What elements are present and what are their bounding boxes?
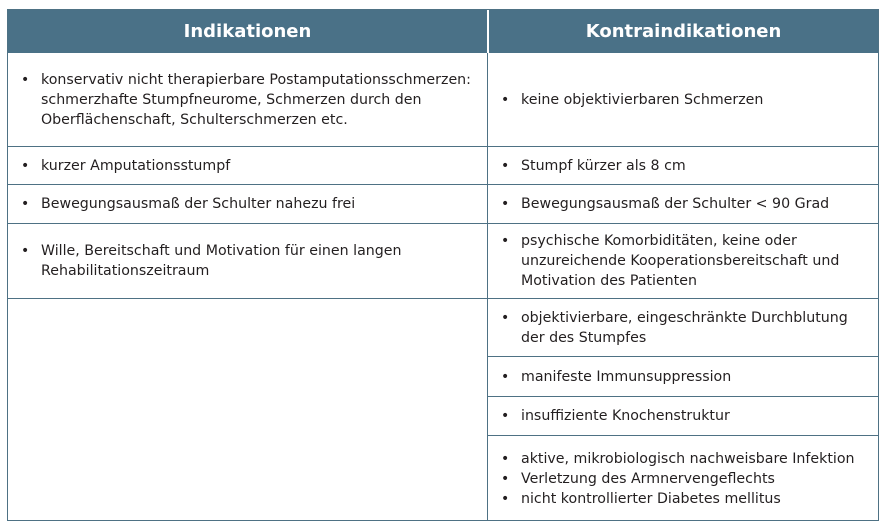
bullet-icon: • bbox=[501, 92, 510, 108]
bullet-icon: • bbox=[501, 233, 510, 249]
kontraindikation-item bbox=[501, 231, 870, 291]
header-kontraindikationen: Kontraindikationen bbox=[489, 10, 878, 53]
kontraindikation-item bbox=[501, 367, 870, 387]
bullet-icon: • bbox=[21, 243, 30, 259]
kontraindikation-text: Bewegungsausmaß der Schulter < 90 Grad bbox=[521, 196, 830, 212]
indikation-cell bbox=[8, 147, 487, 184]
bullet-icon: • bbox=[501, 368, 510, 385]
kontraindikation-cell bbox=[488, 185, 878, 223]
bullet-icon: • bbox=[21, 72, 30, 88]
kontraindikation-cell bbox=[488, 54, 878, 146]
kontraindikation-item bbox=[501, 194, 870, 214]
indikation-cell bbox=[8, 54, 487, 146]
kontraindikation-item bbox=[501, 308, 870, 348]
bullet-icon: • bbox=[501, 451, 510, 467]
kontraindikation-cell bbox=[488, 357, 878, 396]
kontraindikation-item bbox=[501, 90, 870, 110]
kontraindikation-text: objektivierbare, eingeschränkte Durchblutung der des Stumpfes bbox=[521, 309, 848, 346]
bullet-icon: • bbox=[501, 196, 510, 212]
bullet-icon: • bbox=[501, 471, 510, 487]
kontraindikation-item bbox=[501, 489, 870, 509]
bullet-icon: • bbox=[501, 309, 510, 326]
kontraindikation-text: aktive, mikrobiologisch nachweisbare Infektion bbox=[521, 451, 855, 467]
bullet-icon: • bbox=[501, 491, 510, 507]
kontraindikation-item bbox=[501, 406, 870, 426]
indikation-text: konservativ nicht therapierbare Postamputationsschmerzen: schmerzhafte Stumpfneurome, Schmerzen durch den Oberflächenschaft, Schulterschmerzen etc. bbox=[41, 72, 471, 128]
indications-table bbox=[7, 9, 879, 521]
bullet-icon: • bbox=[21, 157, 30, 174]
bullet-icon: • bbox=[21, 196, 30, 212]
indikation-text: kurzer Amputationsstumpf bbox=[41, 157, 231, 174]
kontraindikation-item bbox=[501, 156, 870, 176]
indikation-cell bbox=[8, 185, 487, 223]
kontraindikation-text: keine objektivierbaren Schmerzen bbox=[521, 92, 764, 108]
indikation-text: Wille, Bereitschaft und Motivation für einen langen Rehabilitationszeitraum bbox=[41, 243, 402, 279]
bullet-icon: • bbox=[501, 157, 510, 174]
indikation-item bbox=[21, 70, 479, 130]
kontraindikation-text: insuffiziente Knochenstruktur bbox=[521, 408, 730, 424]
kontraindikation-text: nicht kontrollierter Diabetes mellitus bbox=[521, 491, 781, 507]
kontraindikation-cell bbox=[488, 299, 878, 356]
kontraindikation-text: Stumpf kürzer als 8 cm bbox=[521, 157, 686, 174]
kontraindikation-text: manifeste Immunsuppression bbox=[521, 368, 732, 385]
kontraindikation-item bbox=[501, 449, 870, 469]
indikation-item bbox=[21, 194, 479, 214]
kontraindikation-text: Verletzung des Armnervengeflechts bbox=[521, 471, 775, 487]
indikation-text: Bewegungsausmaß der Schulter nahezu frei bbox=[41, 196, 356, 212]
kontraindikation-item bbox=[501, 469, 870, 489]
indikation-item bbox=[21, 241, 479, 281]
bullet-icon: • bbox=[501, 408, 510, 424]
kontraindikation-cell bbox=[488, 224, 878, 298]
indikation-cell bbox=[8, 299, 487, 522]
header-indikationen: Indikationen bbox=[8, 10, 487, 53]
kontraindikation-cell bbox=[488, 147, 878, 184]
indikation-cell bbox=[8, 224, 487, 298]
kontraindikation-text: psychische Komorbiditäten, keine oder unzureichende Kooperationsbereitschaft und Motivation des Patienten bbox=[521, 233, 840, 289]
indikation-item bbox=[21, 156, 479, 176]
kontraindikation-cell bbox=[488, 436, 878, 522]
kontraindikation-cell bbox=[488, 397, 878, 435]
